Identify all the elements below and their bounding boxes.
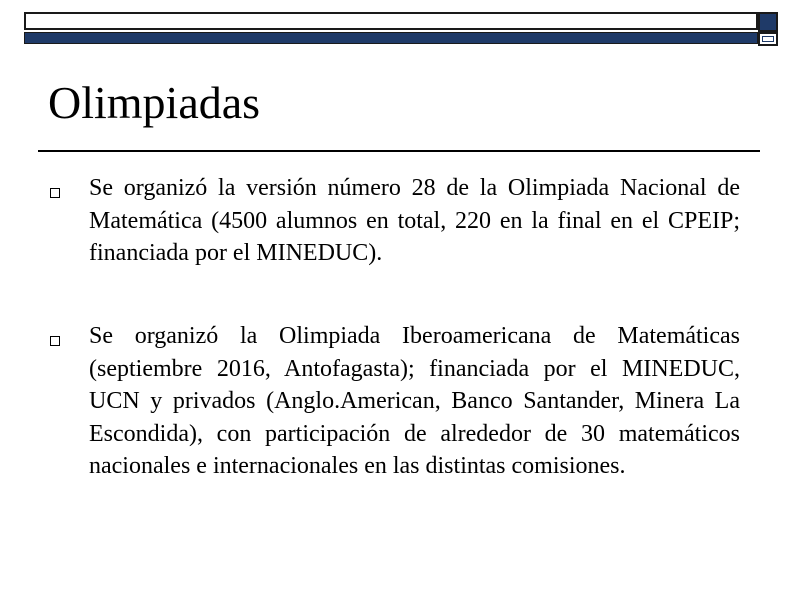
hollow-square-bullet-icon xyxy=(50,336,60,346)
title-divider xyxy=(38,150,760,152)
corner-ornament-lower xyxy=(758,32,778,46)
header-decoration-band xyxy=(24,12,758,44)
bullet-text: Se organizó la versión número 28 de la Olimpiada Nacional de Matemática (4500 alumnos en total, 220 en la final en el CPEIP; financiada por el MINEDUC). xyxy=(89,175,740,266)
corner-ornament-upper xyxy=(758,12,778,32)
hollow-square-bullet-icon xyxy=(50,188,60,198)
header-band-upper xyxy=(24,12,758,30)
slide-title: Olimpiadas xyxy=(48,77,261,128)
header-band-lower xyxy=(24,32,758,44)
header-corner-ornament xyxy=(758,12,778,46)
bullet-text: Se organizó la Olimpiada Iberoamericana de Matemáticas (septiembre 2016, Antofagasta); financiada por el MINEDUC, UCN y privados (Anglo.American, Banco Santander, Minera La Escondida), con participación de alrededor de 30 matemáticos nacionales e internacionales en las distintas comisiones. xyxy=(89,323,740,479)
